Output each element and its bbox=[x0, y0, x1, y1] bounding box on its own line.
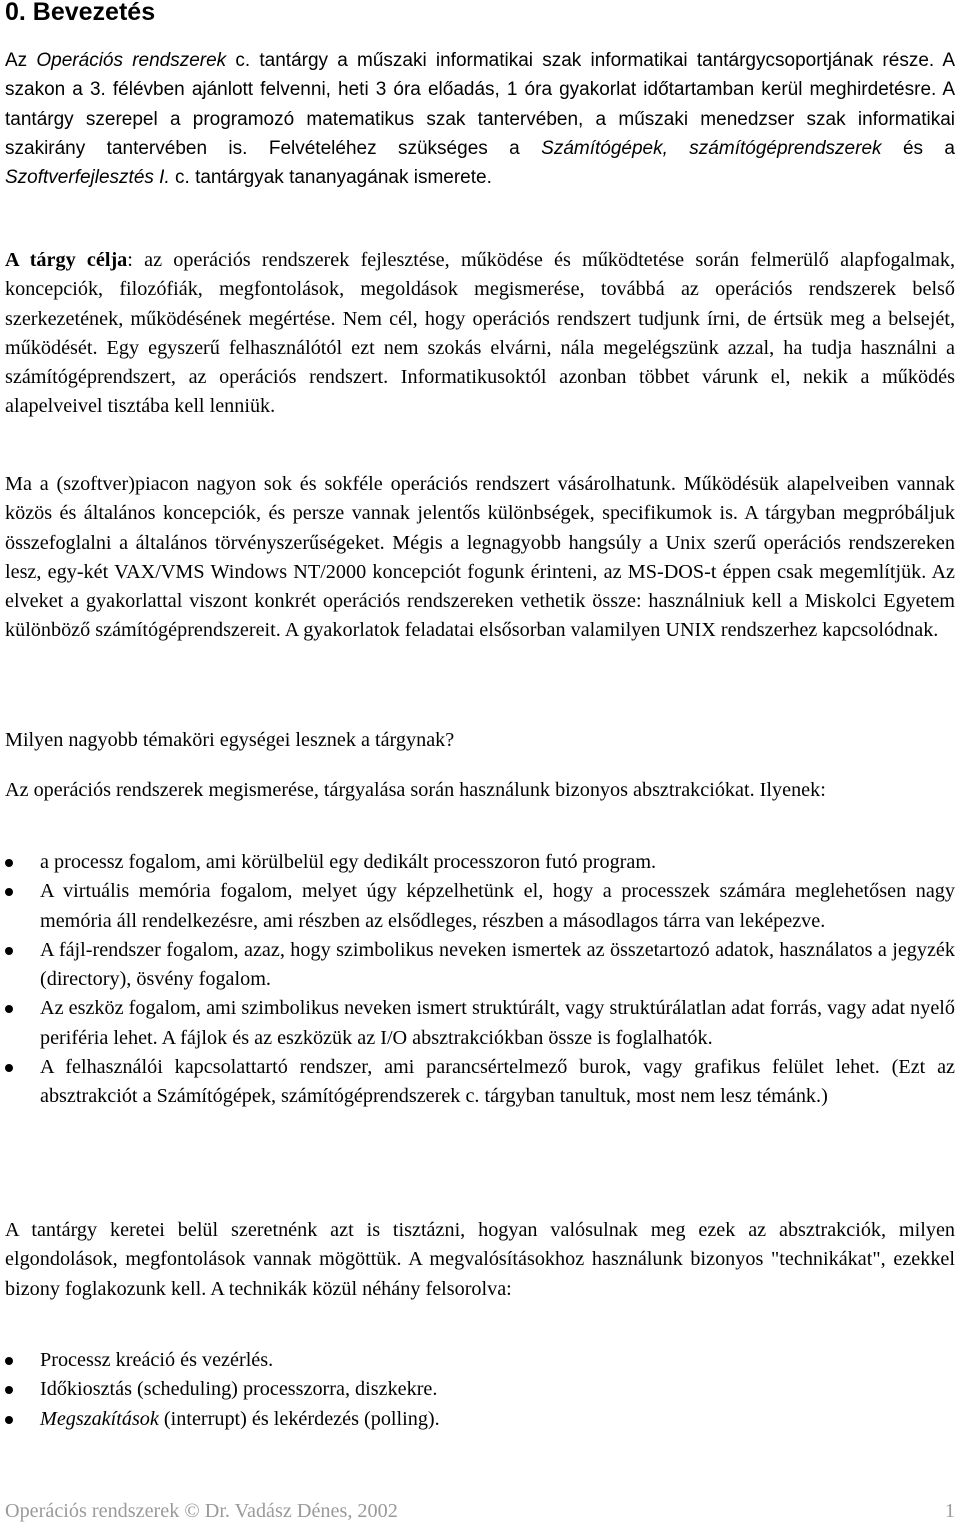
abstractions-intro: Az operációs rendszerek megismerése, tárgyalása során használunk bizonyos absztrakciókat. Ilyenek: bbox=[5, 779, 826, 801]
course-name: Operációs rendszerek bbox=[36, 50, 227, 71]
question-paragraph: Milyen nagyobb témaköri egységei lesznek a tárgynak? bbox=[5, 729, 455, 751]
bullet-icon bbox=[5, 1357, 13, 1365]
intro-text-3: és a bbox=[881, 137, 955, 159]
intro-text-2: c. tantárgy a műszaki informatikai szak informatikai tantárgycsoportjának része. A szakon a 3. félévben ajánlott felvenni, heti 3 óra előadás, 1 óra gyakorlat időtartamban kerül meghirdetésre. A tantárgy szerepel a programozó matematikus szak tantervében, a műszaki menedzser szak informatikai szakirány tantervében is. Felvételéhez szükséges a bbox=[5, 50, 955, 159]
abstraction-text: Az eszköz fogalom, ami szimbolikus neveken ismert struktúrált, vagy struktúrálatlan adat forrás, vagy adat nyelő periféria lehet. A fájlok és az eszközük az I/O absztrakciókban össze is foglalhatók. bbox=[40, 997, 955, 1049]
list-item bbox=[5, 994, 955, 1053]
intro-paragraph bbox=[5, 46, 955, 192]
goal-body: : az operációs rendszerek fejlesztése, működése és működtetése során felmerülő alapfogalmak, koncepciók, filozófiák, megfontolások, megoldások megismerése, továbbá az operációs rendszerek belső szerkezetének, működésének megértése. Nem cél, hogy operációs rendszert tudjunk írni, de értsük meg a belsejét, működését. Egy egyszerű felhasználótól ezt nem szokás elvárni, nála megelégszünk azzal, ha tudja használni a számítógéprendszert, az operációs rendszert. Informatikusoktól azonban többet várunk el, nekik a működés alapelveivel tisztába kell lenniük. bbox=[5, 249, 955, 418]
market-paragraph: Ma a (szoftver)piacon nagyon sok és sokféle operációs rendszert vásárolhatunk. Működésük alapelveiben vannak közös és általános koncepciók, és persze vannak jelentős különbségek, specifikumok is. A tárgyban megpróbáljuk összefoglalni a általános törvényszerűségeket. Mégis a legnagyobb hangsúly a Unix szerű operációs rendszereken lesz, egy-két VAX/VMS Windows NT/2000 koncepciót fogunk érinteni, az MS-DOS-t éppen csak megemlítjük. Az elveket a gyakorlattal viszont konkrét operációs rendszereken vethetik össze: használniuk kell a Miskolci Egyetem különböző számítógéprendszereit. A gyakorlatok feladatai elsősorban valamilyen UNIX rendszerhez kapcsolódnak. bbox=[5, 473, 955, 642]
list-item bbox=[5, 1053, 955, 1112]
bullet-icon bbox=[5, 1064, 13, 1072]
bullet-icon bbox=[5, 947, 13, 955]
abstraction-text: A felhasználói kapcsolattartó rendszer, ami parancsértelmező burok, vagy grafikus felület lehet. (Ezt az absztrakciót a Számítógépek, számítógéprendszerek c. tárgyban tanultuk, most nem lesz témánk.) bbox=[40, 1056, 955, 1108]
abstraction-text: A virtuális memória fogalom, melyet úgy képzelhetünk el, hogy a processzek számára meglehetősen nagy memória áll rendelkezésre, ami részben az elsődleges, részben a másodlagos tárra van leképezve. bbox=[40, 880, 955, 932]
technique-text: (interrupt) és lekérdezés (polling). bbox=[158, 1407, 440, 1430]
footer-credit: Operációs rendszerek © Dr. Vadász Dénes, 2002 bbox=[5, 1500, 398, 1522]
bullet-icon bbox=[5, 859, 13, 867]
abstractions-list bbox=[5, 848, 955, 1112]
bullet-icon bbox=[5, 888, 13, 896]
page-footer bbox=[5, 1496, 955, 1526]
list-item bbox=[5, 1375, 955, 1404]
goal-lead: A tárgy célja bbox=[5, 249, 128, 271]
technique-emphasis: Megszakítások bbox=[40, 1407, 159, 1430]
technique-text: Processz kreáció és vezérlés. bbox=[40, 1349, 274, 1371]
intro-text-1: Az bbox=[5, 50, 37, 71]
prereq-course-2: Szoftverfejlesztés I. bbox=[5, 167, 170, 189]
list-item bbox=[5, 1405, 955, 1434]
page-title: 0. Bevezetés bbox=[5, 0, 156, 26]
prereq-course-1: Számítógépek, számítógéprendszerek bbox=[541, 137, 882, 159]
technique-text: Időkiosztás (scheduling) processzorra, diszkekre. bbox=[40, 1378, 438, 1401]
intro-text-4: c. tantárgyak tananyagának ismerete. bbox=[169, 167, 492, 189]
abstraction-text: a processz fogalom, ami körülbelül egy dedikált processzoron futó program. bbox=[40, 851, 657, 873]
page-number: 1 bbox=[944, 1500, 955, 1522]
goal-paragraph bbox=[5, 246, 955, 422]
techniques-list bbox=[5, 1346, 955, 1434]
list-item bbox=[5, 877, 955, 936]
bullet-icon bbox=[5, 1386, 13, 1394]
bullet-icon bbox=[5, 1416, 13, 1424]
abstraction-text: A fájl-rendszer fogalom, azaz, hogy szimbolikus neveken ismertek az összetartozó adatok, használatos a jegyzék (directory), ösvény fogalom. bbox=[40, 938, 955, 991]
bullet-icon bbox=[5, 1005, 13, 1013]
list-item bbox=[5, 936, 955, 995]
techniques-intro: A tantárgy keretei belül szeretnénk azt is tisztázni, hogyan valósulnak meg ezek az absztrakciók, milyen elgondolások, megfontolások vannak mögöttük. A megvalósításokhoz használunk bizonyos "technikákat", ezekkel bizony foglakozunk kell. A technikák közül néhány felsorolva: bbox=[5, 1219, 955, 1300]
list-item bbox=[5, 1346, 955, 1375]
list-item bbox=[5, 848, 955, 877]
